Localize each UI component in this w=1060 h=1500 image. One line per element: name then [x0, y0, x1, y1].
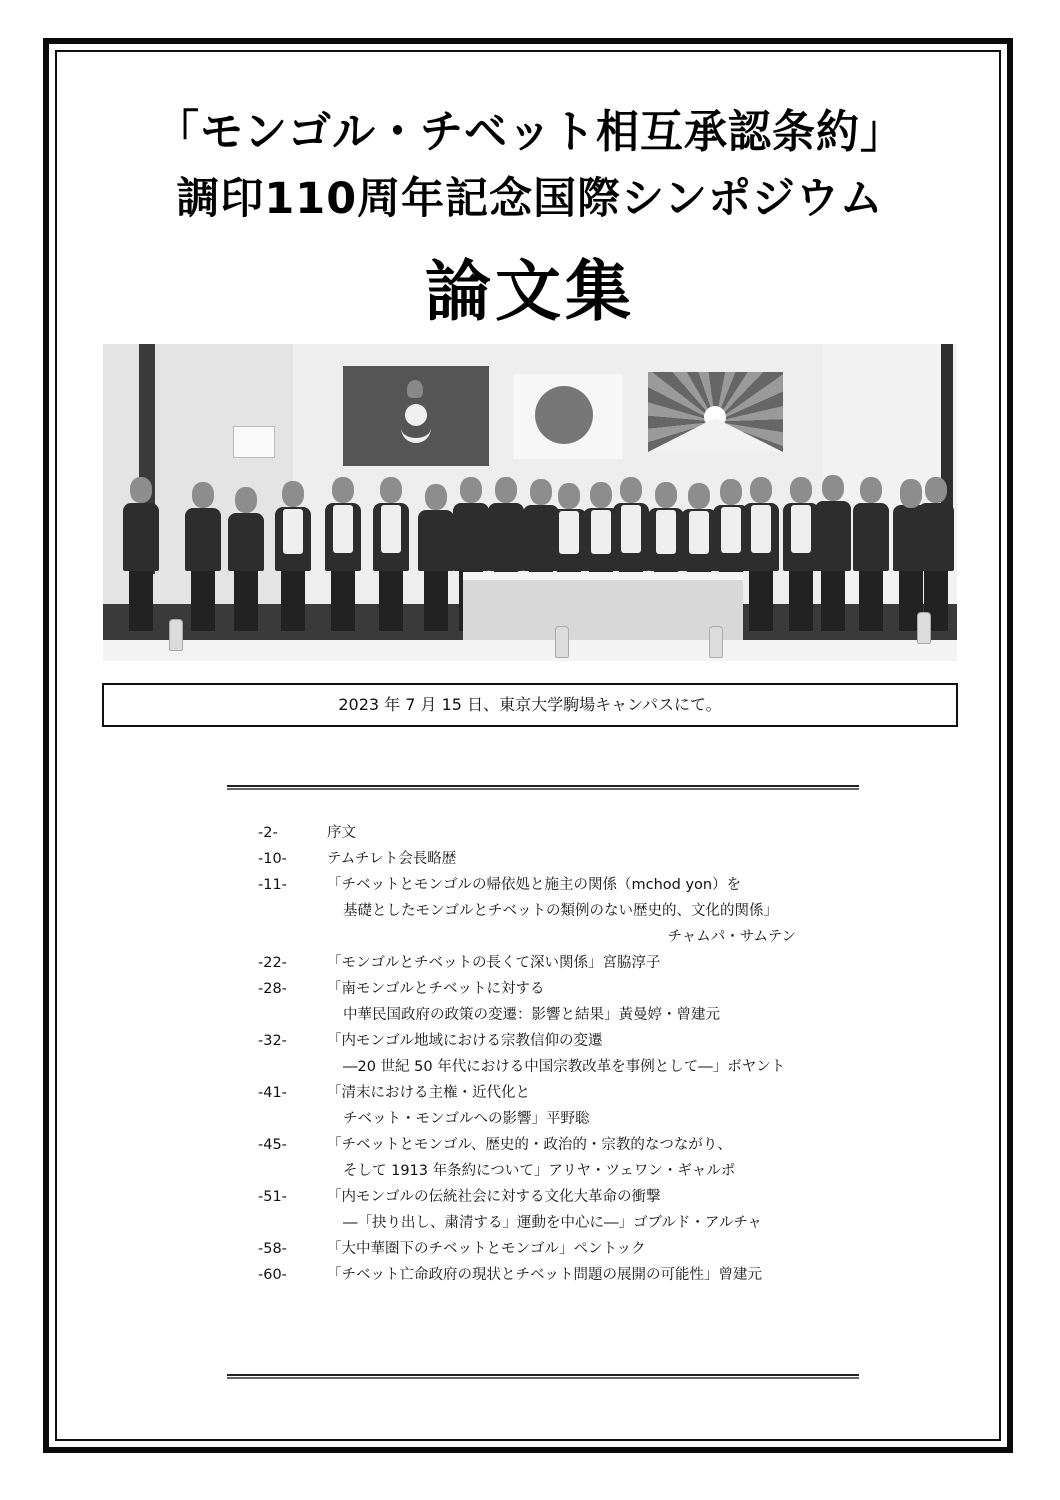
toc-row [258, 846, 878, 872]
participant-figure [815, 475, 851, 631]
toc-entry-title: 「チベットとモンゴルの帰依処と施主の関係（mchod yon）を [327, 877, 742, 893]
toc-entry-title: 「大中華圏下のチベットとモンゴル」ペントック [327, 1241, 646, 1257]
japan-flag-icon [513, 374, 623, 459]
toc-row [258, 1158, 878, 1184]
tibet-flag-icon [648, 372, 783, 452]
mongolia-flag-icon [343, 366, 489, 466]
toc-row [258, 1002, 878, 1028]
title-line-1: 「モンゴル・チベット相互承認条約」 [156, 105, 904, 159]
toc-row [258, 1054, 878, 1080]
water-bottle-icon [555, 626, 569, 658]
toc-row [258, 1132, 878, 1158]
toc-row [258, 872, 878, 898]
foreground-table [103, 640, 957, 661]
toc-row [258, 924, 878, 950]
toc-entry-title: 「チベット亡命政府の現状とチベット問題の展開の可能性」曾建元 [327, 1267, 762, 1283]
toc-page-number: -10- [258, 851, 287, 867]
water-bottle-icon [917, 612, 931, 644]
toc-entry-title: 「モンゴルとチベットの長くて深い関係」宮脇淳子 [327, 955, 661, 971]
toc-page-number: -45- [258, 1137, 287, 1153]
toc-page-number: -22- [258, 955, 287, 971]
toc-row [258, 1236, 878, 1262]
toc-entry-continuation: ―「抉り出し、粛清する」運動を中心に―」ゴブルド・アルチャ [343, 1215, 762, 1231]
participant-figure [275, 481, 311, 631]
toc-row [258, 976, 878, 1002]
toc-row [258, 820, 878, 846]
toc-entry-title: 「内モンゴルの伝統社会に対する文化大革命の衝撃 [327, 1189, 661, 1205]
divider-bottom [227, 1374, 859, 1379]
toc-page-number: -41- [258, 1085, 287, 1101]
toc-page-number: -32- [258, 1033, 287, 1049]
toc-page-number: -2- [258, 825, 278, 841]
participant-figure [228, 487, 264, 631]
front-desk [463, 572, 743, 640]
participant-figure [185, 482, 221, 631]
toc-row [258, 1028, 878, 1054]
participant-figure [893, 482, 929, 631]
water-bottle-icon [169, 619, 183, 651]
toc-page-number: -28- [258, 981, 287, 997]
participant-figure [418, 484, 454, 631]
toc-entry-title: 「南モンゴルとチベットに対する [327, 981, 545, 997]
toc-entry-author: チャムパ・サムテン [667, 929, 796, 945]
divider-top [227, 785, 859, 790]
toc-entry-continuation: チベット・モンゴルへの影響」平野聡 [343, 1111, 590, 1127]
title-line-3: 論文集 [425, 253, 635, 330]
table-of-contents [258, 820, 878, 1288]
title-line-2: 調印110周年記念国際シンポジウム [176, 174, 884, 224]
toc-entry-title: 序文 [327, 825, 356, 841]
toc-entry-continuation: 基礎としたモンゴルとチベットの類例のない歴史的、文化的関係」 [343, 903, 778, 919]
toc-entry-continuation: ―20 世紀 50 年代における中国宗教改革を事例として―」ボヤント [343, 1059, 786, 1075]
toc-page-number: -60- [258, 1267, 287, 1283]
participant-figure [853, 477, 889, 631]
toc-row [258, 1210, 878, 1236]
toc-page-number: -11- [258, 877, 287, 893]
toc-entry-title: 「内モンゴル地域における宗教信仰の変遷 [327, 1033, 603, 1049]
toc-entry-title: テムチレト会長略歴 [327, 851, 457, 867]
group-photo [103, 344, 957, 661]
toc-entry-title: 「清末における主権・近代化と [327, 1085, 530, 1101]
toc-row [258, 1080, 878, 1106]
toc-row [258, 950, 878, 976]
participant-figure [373, 477, 409, 631]
participant-figure [325, 477, 361, 631]
toc-row [258, 1184, 878, 1210]
water-bottle-icon [709, 626, 723, 658]
participant-figure [743, 477, 779, 631]
toc-entry-title: 「チベットとモンゴル、歴史的・政治的・宗教的なつながり、 [327, 1137, 732, 1153]
toc-page-number: -58- [258, 1241, 287, 1257]
participant-figure [123, 477, 159, 631]
toc-row [258, 898, 878, 924]
wall-notice [233, 426, 275, 458]
participant-figure [783, 477, 819, 631]
toc-row [258, 1262, 878, 1288]
photo-caption: 2023 年 7 月 15 日、東京大学駒場キャンパスにて。 [102, 683, 958, 727]
toc-page-number: -51- [258, 1189, 287, 1205]
toc-entry-continuation: 中華民国政府の政策の変遷：影響と結果」黃曼婷・曾建元 [343, 1007, 720, 1023]
toc-entry-continuation: そして 1913 年条約について」アリヤ・ツェワン・ギャルポ [343, 1163, 736, 1179]
toc-row [258, 1106, 878, 1132]
